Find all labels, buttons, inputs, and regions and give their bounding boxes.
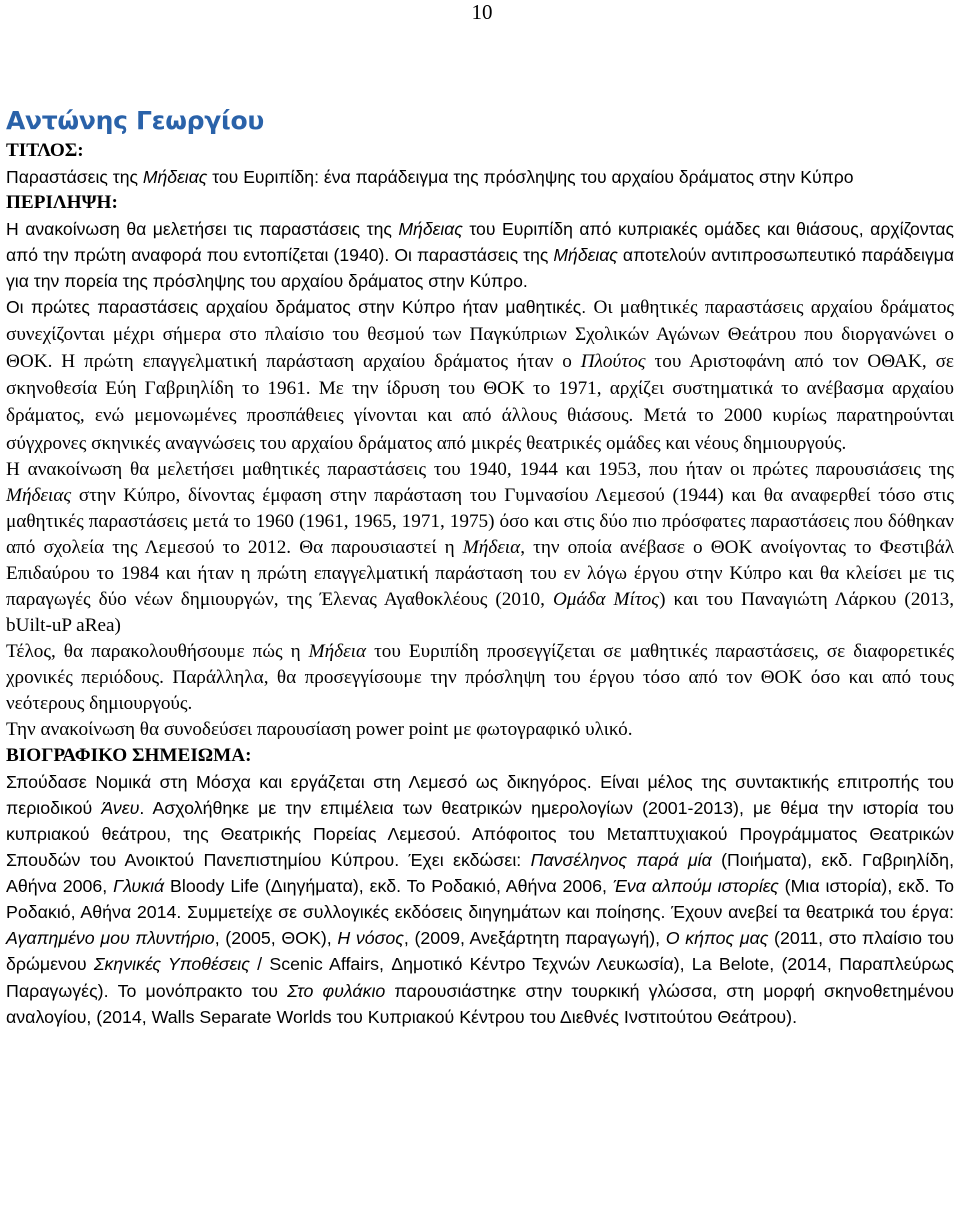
summary-paragraph-1: Η ανακοίνωση θα μελετήσει τις παραστάσεις της Μήδειας του Ευριπίδη από κυπριακές ομάδες και θιάσους, αρχίζοντας από την πρώτη αναφορά που εντοπίζεται (1940). Οι παραστάσεις της Μήδειας αποτελούν αντιπροσωπευτικό παράδειγμα για την πορεία της πρόσληψης του αρχαίου δράματος στην Κύπρο. [6,219,954,292]
summary-heading: ΠΕΡΙΛΗΨΗ: [6,192,118,214]
bio-heading: ΒΙΟΓΡΑΦΙΚΟ ΣΗΜΕΙΩΜΑ: [6,745,252,767]
summary-paragraph-5: Την ανακοίνωση θα συνοδεύσει παρουσίαση power point με φωτογραφικό υλικό. [6,719,633,741]
title-heading: ΤΙΤΛΟΣ: [6,140,84,161]
summary-paragraph-4: Τέλος, θα παρακολουθήσουμε πώς η Μήδεια του Ευριπίδη προσεγγίζεται σε μαθητικές παραστάσεις, σε διαφορετικές χρονικές περιόδους. Παράλληλα, θα προσεγγίσουμε την πρόσληψη του έργου τόσο από τον ΘΟΚ όσο και από τους νεότερους δημιουργούς. [6,640,954,714]
bio-paragraph: Σπούδασε Νομικά στη Μόσχα και εργάζεται στη Λεμεσό ως δικηγόρος. Είναι μέλος της συντακτικής επιτροπής του περιοδικού Άνευ. Ασχολήθηκε με την επιμέλεια των θεατρικών ημερολογίων (2001-2013), με θέμα την ιστορία του κυπριακού θεάτρου, της Θεατρικής Πορείας Λεμεσού. Απόφοιτος του Μεταπτυχιακού Προγράμματος Θεατρικών Σπουδών του Ανοικτού Πανεπιστημίου Κύπρου. Έχει εκδώσει: Πανσέληνος παρά μία (Ποιήματα), εκδ. Γαβριηλίδη, Αθήνα 2006, Γλυκιά Bloody Life (Διηγήματα), εκδ. Το Ροδακιό, Αθήνα 2006, Ένα αλπούμ ιστορίες (Μια ιστορία), εκδ. Το Ροδακιό, Αθήνα 2014. Συμμετείχε σε συλλογικές εκδόσεις διηγημάτων και ποίησης. Έχουν ανεβεί τα θεατρικά του έργα: Αγαπημένο μου πλυντήριο, (2005, ΘΟΚ), Η νόσος, (2009, Ανεξάρτητη παραγωγή), Ο κήπος μας (2011, στο πλαίσιο του δρώμενου Σκηνικές Υποθέσεις / Scenic Affairs, Δημοτικό Κέντρο Τεχνών Λευκωσία), La Belote, (2014, Παραπλεύρως Παραγωγές). Το μονόπρακτο του Στο φυλάκιο παρουσιάστηκε στην τουρκική γλώσσα, στη μορφή σκηνοθετημένου αναλογίου, (2014, Walls Separate Worlds του Κυπριακού Κέντρου του Διεθνές Ινστιτούτου Θεάτρου). [6,772,955,1027]
document-body [6,138,954,1030]
page-number: 10 [471,0,493,24]
paper-title: Παραστάσεις της Μήδειας του Ευριπίδη: ένα παράδειγμα της πρόσληψης του αρχαίου δράματος στην Κύπρο [6,167,854,188]
summary-paragraph-3: Η ανακοίνωση θα μελετήσει μαθητικές παραστάσεις του 1940, 1944 και 1953, που ήταν οι πρώτες παρουσιάσεις της Μήδειας στην Κύπρο, δίνοντας έμφαση στην παράσταση του Γυμνασίου Λεμεσού (1944) και θα αναφερθεί τόσο στις μαθητικές παραστάσεις μετά το 1960 (1961, 1965, 1971, 1975) όσο και στις δύο πιο πρόσφατες παραστάσεις που δόθηκαν από σχολεία της Λεμεσού το 2012. Θα παρουσιαστεί η Μήδεια, την οποία ανέβασε ο ΘΟΚ ανοίγοντας το Φεστιβάλ Επιδαύρου το 1984 και ήταν η πρώτη επαγγελματική παράσταση του εν λόγω έργου στην Κύπρο και θα κλείσει με τις παραγωγές δύο νέων δημιουργών, της Έλενας Αγαθοκλέους (2010, Ομάδα Μίτος) και του Παναγιώτη Λάρκου (2013, bUilt-uP aRea) [6,458,954,636]
summary-paragraph-2: Οι πρώτες παραστάσεις αρχαίου δράματος στην Κύπρο ήταν μαθητικές. Οι μαθητικές παραστάσεις αρχαίου δράματος συνεχίζονται μέχρι σήμερα στο πλαίσιο του θεσμού των Παγκύπριων Σχολικών Αγώνων Θεάτρου που διοργανώνει ο ΘΟΚ. Η πρώτη επαγγελματική παράσταση αρχαίου δράματος ήταν ο Πλούτος του Αριστοφάνη από τον ΟΘΑΚ, σε σκηνοθεσία Εύη Γαβριηλίδη το 1961. Με την ίδρυση του ΘΟΚ το 1971, αρχίζει συστηματικά το ανέβασμα αρχαίου δράματος, ενώ μεμονωμένες προσπάθειες γίνονται και από άλλους θιάσους. Μετά το 2000 κυρίως παρατηρούνται σύγχρονες σκηνικές αναγνώσεις του αρχαίου δράματος από μικρές θεατρικές ομάδες και νέους δημιουργούς. [6,297,955,454]
author-name: Αντώνης Γεωργίου [6,106,264,135]
